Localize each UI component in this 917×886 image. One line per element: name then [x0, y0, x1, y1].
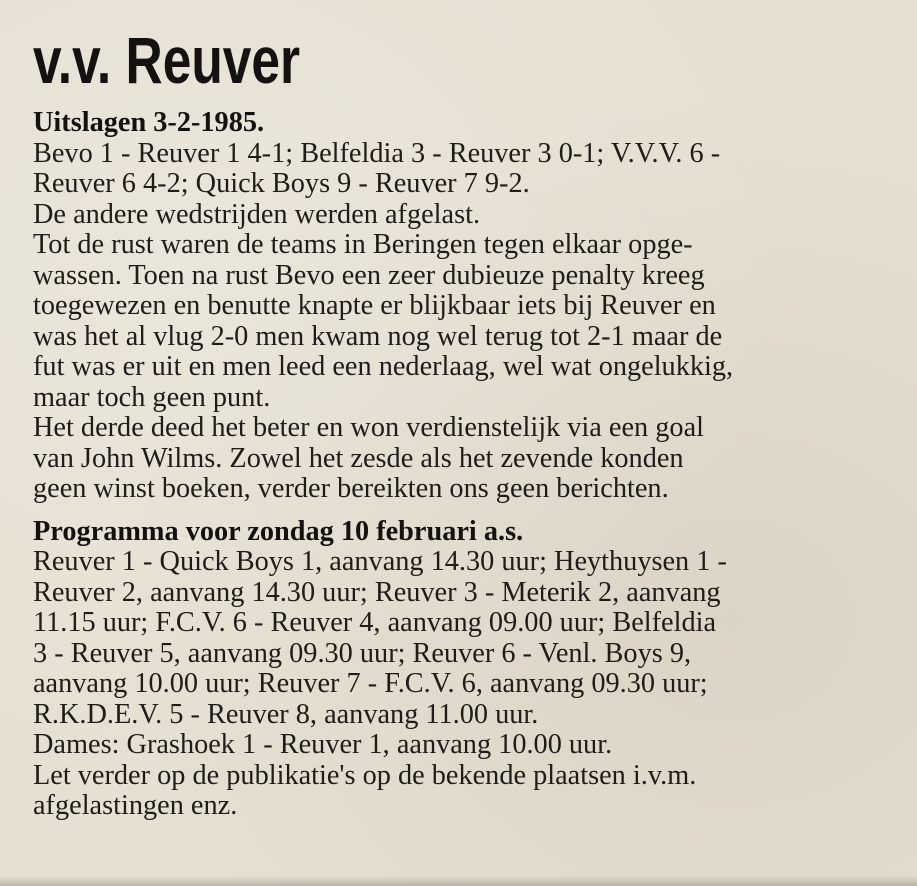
programme-line: R.K.D.E.V. 5 - Reuver 8, aanvang 11.00 uur. [33, 698, 539, 730]
results-line: Het derde deed het beter en won verdienstelijk via een goal [33, 412, 704, 443]
programme-line: Let verder op de publikatie's op de bekende plaatsen i.v.m. [33, 759, 697, 791]
results-line: fut was er uit en men leed een nederlaag, wel wat ongelukkig, [33, 351, 734, 382]
results-line: geen winst boeken, verder bereikten ons geen berichten. [33, 473, 669, 504]
programme-section [33, 517, 917, 822]
programme-line: Dames: Grashoek 1 - Reuver 1, aanvang 10.00 uur. [33, 729, 613, 760]
programme-line: afgelastingen enz. [33, 790, 238, 821]
results-line: Reuver 6 4-2; Quick Boys 9 - Reuver 7 9-2. [33, 168, 530, 199]
programme-line: 3 - Reuver 5, aanvang 09.30 uur; Reuver 6 - Venl. Boys 9, [33, 637, 692, 669]
results-section [33, 108, 917, 505]
programme-line: aanvang 10.00 uur; Reuver 7 - F.C.V. 6, aanvang 09.30 uur; [33, 668, 708, 699]
programme-line: Reuver 2, aanvang 14.30 uur; Reuver 3 - Meterik 2, aanvang [33, 576, 721, 608]
results-line: De andere wedstrijden werden afgelast. [33, 198, 481, 230]
headline: v.v. Reuver [33, 23, 301, 97]
results-heading: Uitslagen 3-2-1985. [33, 107, 265, 138]
results-line: wassen. Toen na rust Bevo een zeer dubieuze penalty kreeg [33, 259, 705, 291]
results-line: van John Wilms. Zowel het zesde als het zevende konden [33, 442, 684, 474]
results-line: Bevo 1 - Reuver 1 4-1; Belfeldia 3 - Reuver 3 0-1; V.V.V. 6 - [33, 137, 721, 169]
results-line: Tot de rust waren de teams in Beringen tegen elkaar opge- [33, 229, 693, 260]
results-line: toegewezen en benutte knapte er blijkbaar iets bij Reuver en [33, 290, 716, 321]
results-line: was het al vlug 2-0 men kwam nog wel terug tot 2-1 maar de [33, 320, 723, 352]
programme-line: 11.15 uur; F.C.V. 6 - Reuver 4, aanvang 09.00 uur; Belfeldia [33, 607, 717, 638]
programme-heading: Programma voor zondag 10 februari a.s. [33, 515, 524, 547]
programme-line: Reuver 1 - Quick Boys 1, aanvang 14.30 uur; Heythuysen 1 - [33, 546, 727, 577]
results-line: maar toch geen punt. [33, 381, 271, 413]
